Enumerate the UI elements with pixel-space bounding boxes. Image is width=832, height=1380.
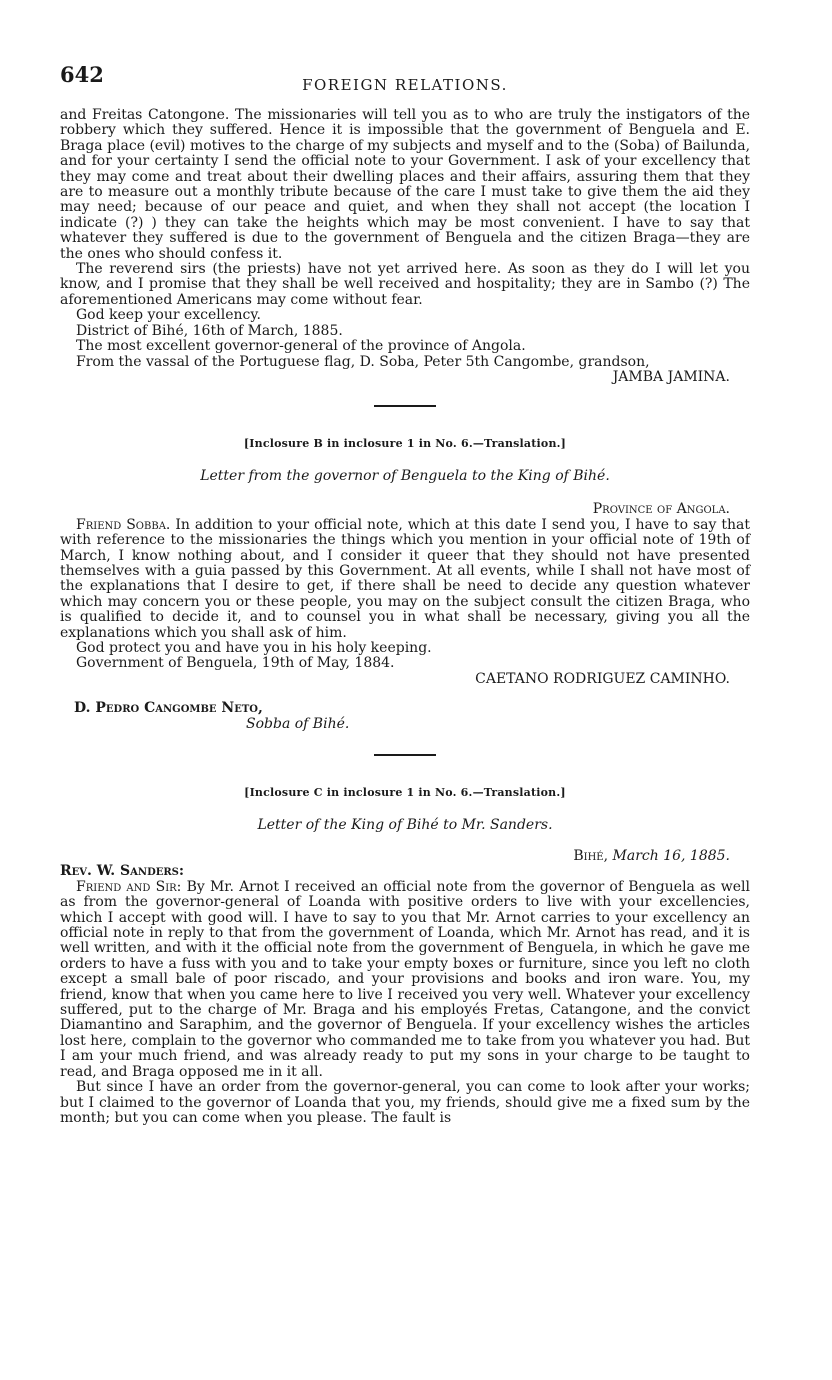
document-page <box>60 62 750 1126</box>
inclosure-b-title: Letter from the governor of Benguela to the King of Bihé. <box>200 468 610 485</box>
inclosure-c-paragraph-1-text: By Mr. Arnot I received an official note from the governor of Benguela as well as from the governor-general of Loanda with positive orders to live with your excellencies, which I accept with good will. I have to say to you that Mr. Arnot carries to your excellency an official note in reply to that from the government of Loanda, which Mr. Arnot has read, and it is well written, and with it the official note from the government of Benguela, in which he gave me orders to have a fuss with you and to take your empty boxes or furniture, since you left no cloth except a small bale of poor riscado, and your provisions and books and iron ware. You, my friend, know that when you came here to live I received you very well. Whatever your excellency suffered, put to the charge of Mr. Braga and his employés Fretas, Catangone, and the convict Diamantino and Saraphim, and the governor of Benguela. If your excellency wishes the articles lost here, complain to the governor who commanded me to take from you whatever you had. But I am your much friend, and was already ready to put my sons in your charge to be taught to read, and Braga opposed me in it all. <box>60 878 751 1080</box>
inclosure-c-dateline-place: Bihé, <box>573 848 609 864</box>
inclosure-b-addressee-title: Sobba of Bihé. <box>246 715 350 732</box>
letter-a-date: District of Bihé, 16th of March, 1885. <box>76 322 343 339</box>
inclosure-b-closing: God protect you and have you in his holy keeping. <box>76 639 432 656</box>
inclosure-c-paragraph-1 <box>60 880 750 1080</box>
inclosure-c-dateline-date: March 16, 1885. <box>612 848 730 864</box>
page-number: 642 <box>60 62 104 87</box>
letter-a-paragraph-2: The reverend sirs (the priests) have not yet arrived here. As soon as they do I will let you know, and I promise that they shall be well received and hospitality; they are in Sambo (?) The aforementioned Americans may come without fear. <box>60 261 750 308</box>
letter-a-signature: JAMBA JAMINA. <box>612 368 730 385</box>
inclosure-b-place: Province of Angola. <box>592 501 730 518</box>
inclosure-c-heading: [Inclosure C in inclosure 1 in No. 6.—Translation.] <box>244 786 566 799</box>
inclosure-c-title: Letter of the King of Bihé to Mr. Sanders. <box>257 817 553 833</box>
inclosure-c-dateline <box>60 849 750 864</box>
inclosure-b-addressee-name: D. Pedro Cangombe Neto, <box>74 700 263 717</box>
inclosure-b-date: Government of Benguela, 19th of May, 1884. <box>76 655 395 672</box>
inclosure-b-signature: CAETANO RODRIGUEZ CAMINHO. <box>475 670 730 687</box>
letter-a-closing: God keep your excellency. <box>76 307 261 324</box>
section-divider-1 <box>374 405 436 407</box>
running-title: FOREIGN RELATIONS. <box>302 76 508 94</box>
inclosure-c-salutation: Friend and Sir: <box>76 878 182 895</box>
inclosure-b-paragraph-text: In addition to your official note, which at this date I send you, I have to say that with reference to the missionaries the things which you mention in your official note of 19th of March, I know nothing about, and I consider it queer that they should not have presented themselves with a guia passed by this Government. At all events, while I shall not have most of the explanations that I desire to get, if there shall be need to decide any question whatever which may concern you or these people, you may on the subject consult the citizen Braga, who is qualified to decide it, and to counsel you in what shall be necessary, giving you all the explanations which you shall ask of him. <box>60 516 751 641</box>
letter-a-from-line: From the vassal of the Portuguese flag, D. Soba, Peter 5th Cangombe, grandson, <box>76 353 650 370</box>
inclosure-b-paragraph <box>60 518 750 641</box>
running-head <box>60 62 750 96</box>
document-body <box>60 108 750 1126</box>
inclosure-c-addressee: Rev. W. Sanders: <box>60 863 185 880</box>
inclosure-b-salutation: Friend Sobba. <box>76 516 171 533</box>
inclosure-b-addressee <box>60 701 750 732</box>
letter-a-paragraph-1: and Freitas Catongone. The missionaries will tell you as to who are truly the instigators of the robbery which they suffered. Hence it is impossible that the government of Benguela and E. Braga place (evil) motives to the charge of my subjects and myself and to the (Soba) of Bailunda, and for your certainty I send the official note to your Government. I ask of your excellency that they may come and treat about their dwelling places and their affairs, assuring them that they are to measure out a monthly tribute because of the care I must take to give them the aid they may need; because of our peace and quiet, and when they shall not accept (the location I indicate (?) ) they can take the heights which may be most convenient. I have to say that whatever they suffered is due to the government of Benguela and the citizen Braga—they are the ones who should confess it. <box>60 107 751 262</box>
inclosure-c-paragraph-2: But since I have an order from the governor-general, you can come to look after your works; but I claimed to the governor of Loanda that you, my friends, should give me a fixed sum by the month; but you can come when you please. The fault is <box>60 1079 750 1126</box>
letter-a-recipient: The most excellent governor-general of the province of Angola. <box>76 338 526 355</box>
inclosure-b-heading: [Inclosure B in inclosure 1 in No. 6.—Translation.] <box>243 437 567 451</box>
section-divider-2 <box>374 754 436 756</box>
